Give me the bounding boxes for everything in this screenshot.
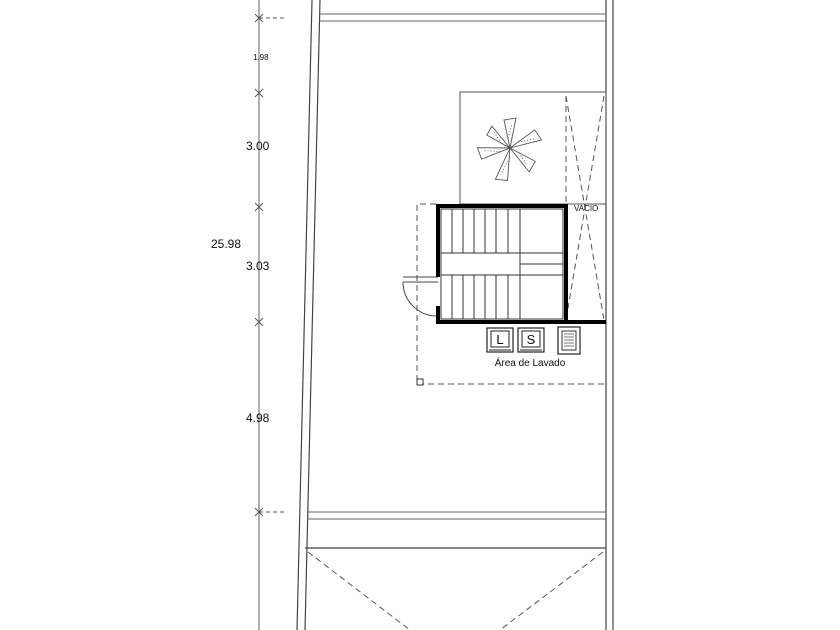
vacio-label: VACIO [574,204,599,213]
dryer-label: S [526,332,536,347]
top-beam [319,14,606,21]
dimension-4-98: 4.98 [246,411,270,425]
dryer-appliance [518,328,544,352]
left-boundary-wall [297,0,320,630]
staircase [436,206,606,324]
dimension-total-25-98: 25.98 [211,237,242,251]
dimension-1-98: 1.98 [253,53,269,62]
laundry-area-label: Área de Lavado [494,358,566,369]
plant-icon [477,118,541,182]
vertical-dimension-line [255,0,285,630]
bottom-beam [305,512,606,548]
right-boundary-wall [606,0,613,630]
dimension-3-00: 3.00 [246,139,270,153]
laundry-sink [558,327,580,354]
dimension-3-03: 3.03 [246,259,270,273]
washer-label: L [496,332,504,347]
washer-appliance [487,328,513,352]
door-swing [403,277,438,316]
bottom-void-area [308,552,603,630]
